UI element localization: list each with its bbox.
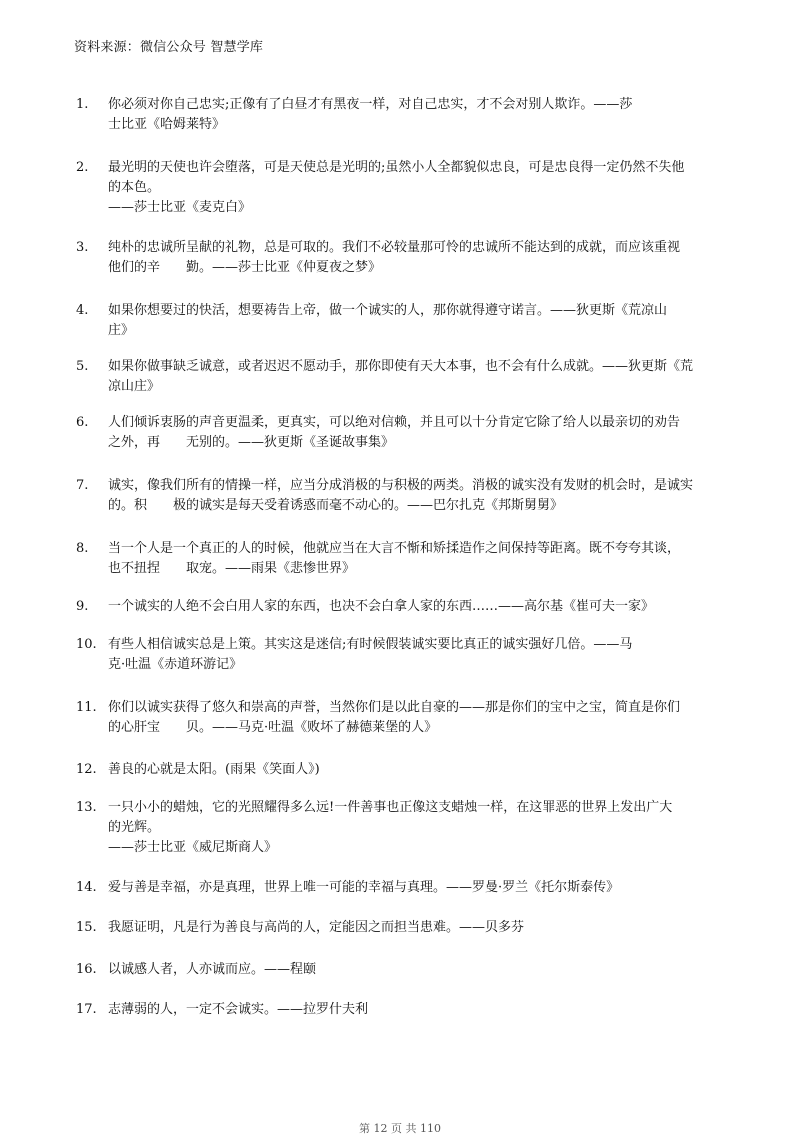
list-item-number: 4. [76,303,89,318]
list-item [76,301,726,341]
list-item-number: 11. [76,700,97,715]
list-item-number: 12. [76,762,97,777]
list-item-number: 14. [76,880,97,895]
list-item-text [108,301,726,341]
list-item-text [108,635,726,675]
quote-line: 的。积 极的诚实是每天受着诱惑而毫不动心的。——巴尔扎克《邦斯舅舅》 [108,498,564,513]
list-item [76,698,726,738]
quote-line: 我愿证明，凡是行为善良与高尚的人，定能因之而担当患难。——贝多芬 [108,920,525,935]
list-item [76,357,726,397]
list-item-text [108,760,726,780]
list-item [76,539,726,579]
list-item-number: 10. [76,637,97,652]
quote-line: 一个诚实的人绝不会白用人家的东西，也决不会白拿人家的东西……——高尔基《崔可夫一家》 [108,599,655,614]
quote-line: 的本色。 [108,180,161,195]
list-item-number: 15. [76,920,97,935]
quote-line: 你们以诚实获得了悠久和崇高的声誉，当然你们是以此自豪的——那是你们的宝中之宝，简直是你们 [108,700,681,715]
list-item [76,798,726,858]
list-item [76,960,726,980]
list-item-text [108,798,726,858]
list-item-text [108,95,726,135]
quote-line: 如果你做事缺乏诚意，或者迟迟不愿动手，那你即使有天大本事，也不会有什么成就。——狄更斯《荒 [108,359,694,374]
list-item [76,635,726,675]
list-item [76,413,726,453]
list-item [76,158,726,218]
quote-line: 凉山庄》 [108,379,161,394]
quote-line: 的光辉。 [108,820,161,835]
list-item-text [108,357,726,397]
list-item-number: 17. [76,1002,97,1017]
quote-line: 如果你想要过的快活，想要祷告上帝，做一个诚实的人，那你就得遵守诺言。——狄更斯《荒凉山 [108,303,668,318]
list-item-text [108,960,726,980]
quote-line: 爱与善是幸福，亦是真理，世界上唯一可能的幸福与真理。——罗曼·罗兰《托尔斯泰传》 [108,880,620,895]
quote-line: 庄》 [108,323,135,338]
quote-line: 当一个人是一个真正的人的时候，他就应当在大言不惭和矫揉造作之间保持等距离。既不夸夸其谈， [108,541,681,556]
quote-line: 之外，再 无别的。——狄更斯《圣诞故事集》 [108,435,395,450]
quote-line: 一只小小的蜡烛，它的光照耀得多么远!一件善事也正像这支蜡烛一样，在这罪恶的世界上发出广大 [108,800,673,815]
quote-line: 善良的心就是太阳。(雨果《笑面人》) [108,762,320,777]
list-item [76,1000,726,1020]
quote-line: 纯朴的忠诚所呈献的礼物，总是可取的。我们不必较量那可怜的忠诚所不能达到的成就，而应该重视 [108,240,681,255]
list-item-number: 13. [76,800,97,815]
quote-line: 的心肝宝 贝。——马克·吐温《败坏了赫德莱堡的人》 [108,720,438,735]
quote-line: 诚实，像我们所有的情操一样，应当分成消极的与积极的两类。消极的诚实没有发财的机会时，是诚实 [108,478,694,493]
page-footer: 第 12 页 共 110 [359,1122,441,1135]
list-item [76,238,726,278]
source-header: 资料来源：微信公众号 智慧学库 [74,40,264,55]
quote-line: 你必须对你自己忠实;正像有了白昼才有黑夜一样，对自己忠实，才不会对别人欺诈。——莎 [108,97,633,112]
list-item-number: 8. [76,541,89,556]
list-item-number: 7. [76,478,89,493]
quote-line: ——莎士比亚《麦克白》 [108,200,252,215]
list-item-number: 3. [76,240,89,255]
quote-line: 最光明的天使也许会堕落，可是天使总是光明的;虽然小人全都貌似忠良，可是忠良得一定仍然不失他 [108,160,685,175]
quote-line: 以诚感人者，人亦诚而应。——程颐 [108,962,317,977]
list-item [76,597,726,617]
list-item-text [108,918,726,938]
list-item-text [108,878,726,898]
list-item-text [108,238,726,278]
list-item [76,95,726,135]
list-item-text [108,698,726,738]
list-item-text [108,1000,726,1020]
list-item [76,476,726,516]
quote-line: 也不扭捏 取宠。——雨果《悲惨世界》 [108,561,356,576]
list-item-number: 6. [76,415,89,430]
quote-line: ——莎士比亚《威尼斯商人》 [108,840,278,855]
quote-line: 他们的辛 勤。——莎士比亚《仲夏夜之梦》 [108,260,382,275]
list-item-number: 5. [76,359,89,374]
list-item-number: 9. [76,599,89,614]
list-item-number: 16. [76,962,97,977]
list-item-text [108,539,726,579]
quote-line: 人们倾诉衷肠的声音更温柔，更真实，可以绝对信赖，并且可以十分肯定它除了给人以最亲切的劝告 [108,415,681,430]
list-item [76,918,726,938]
list-item [76,878,726,898]
quote-line: 志薄弱的人，一定不会诚实。——拉罗什夫利 [108,1002,369,1017]
quote-line: 克·吐温《赤道环游记》 [108,657,243,672]
quote-line: 士比亚《哈姆莱特》 [108,117,226,132]
list-item-text [108,158,726,218]
list-item [76,760,726,780]
list-item-text [108,413,726,453]
list-item-text [108,476,726,516]
list-item-number: 2. [76,160,89,175]
list-item-text [108,597,726,617]
list-item-number: 1. [76,97,89,112]
quote-line: 有些人相信诚实总是上策。其实这是迷信;有时候假装诚实要比真正的诚实强好几倍。——马 [108,637,633,652]
